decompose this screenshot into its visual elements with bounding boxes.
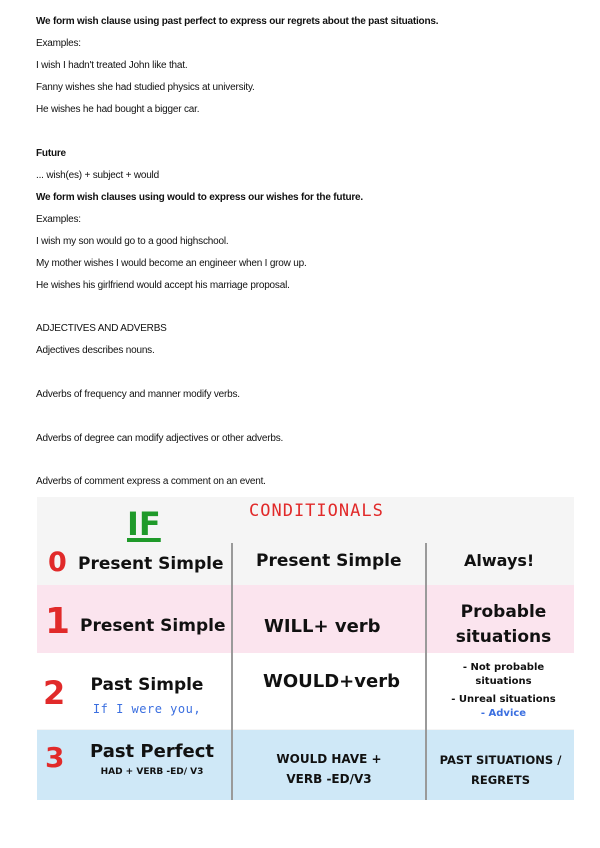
if-clause-block (77, 674, 217, 718)
if-note: If I were you, (92, 702, 202, 716)
if-label: IF (127, 505, 161, 543)
text-line: ... wish(es) + subject + would (36, 170, 159, 181)
usage (435, 661, 572, 721)
text-line: He wishes his girlfriend would accept his marriage proposal. (36, 280, 290, 291)
if-clause: Present Simple (78, 554, 224, 574)
main-clause-line: VERB -ED/V3 (286, 772, 372, 786)
main-clause-line: WOULD HAVE + (276, 752, 382, 766)
usage-line: PAST SITUATIONS / (439, 753, 562, 767)
conditionals-title: CONDITIONALS (249, 501, 384, 521)
usage-line: - Not probable (462, 662, 545, 673)
usage-line: REGRETS (471, 773, 530, 787)
usage-line: situations (455, 627, 552, 647)
usage: Always! (464, 551, 535, 570)
row-number: 3 (45, 741, 65, 774)
if-clause: Present Simple (80, 616, 226, 636)
text-line: Examples: (36, 214, 81, 225)
main-clause: Present Simple (256, 551, 402, 571)
text-line: Adverbs of comment express a comment on an event. (36, 476, 266, 487)
if-note: HAD + VERB -ED/ V3 (100, 767, 204, 777)
usage-line: - Unreal situations (451, 694, 556, 705)
text-line: He wishes he had bought a bigger car. (36, 104, 200, 115)
main-clause: WILL+ verb (264, 616, 381, 637)
text-line: I wish my son would go to a good highschool. (36, 236, 229, 247)
usage (435, 600, 572, 650)
text-line: I wish I hadn't treated John like that. (36, 60, 188, 71)
text-line: We form wish clause using past perfect to express our regrets about the past situations. (36, 16, 439, 27)
if-clause: Past Simple (90, 675, 204, 695)
row-number: 1 (45, 601, 71, 642)
if-clause: Past Perfect (89, 741, 215, 762)
text-line: Adverbs of frequency and manner modify verbs. (36, 389, 240, 400)
text-line: Adjectives describes nouns. (36, 345, 155, 356)
usage-line: Probable (460, 602, 547, 622)
main-clause: WOULD+verb (263, 671, 400, 692)
text-line: Examples: (36, 38, 81, 49)
main-clause (233, 749, 425, 789)
text-line: Fanny wishes she had studied physics at university. (36, 82, 255, 93)
usage-line: situations (475, 676, 532, 687)
row-number: 2 (43, 674, 66, 712)
usage-line: - Advice (480, 708, 527, 719)
conditionals-table (37, 497, 574, 800)
usage (427, 750, 574, 790)
text-line: Adverbs of degree can modify adjectives or other adverbs. (36, 433, 284, 444)
section-heading: Future (36, 148, 66, 159)
if-clause-block (77, 740, 227, 779)
row-number: 0 (48, 547, 67, 578)
text-line: We form wish clauses using would to express our wishes for the future. (36, 192, 363, 203)
section-heading: ADJECTIVES AND ADVERBS (36, 323, 167, 334)
text-line: My mother wishes I would become an engineer when I grow up. (36, 258, 307, 269)
